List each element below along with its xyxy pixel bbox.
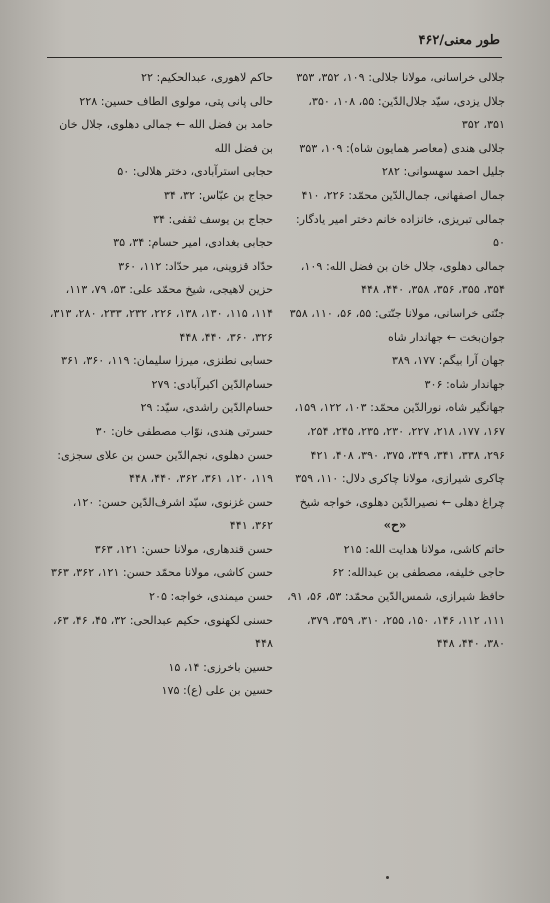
index-entry: حسین بن علی (ع): ۱۷۵ <box>161 684 273 698</box>
index-entry: حسرتی هندی، نوّاب مصطفی خان: ۳۰ <box>95 424 273 438</box>
index-column-left <box>48 66 273 703</box>
index-entry: حامد بن فضل الله ← جمالی دهلوی، جلال خان بن فضل الله <box>59 118 273 155</box>
index-entry: حافظ شیرازی، شمس‌الدّین محمّد: ۵۳، ۵۶، ۹۱، ۱۱۱، ۱۱۲، ۱۴۶، ۱۵۰، ۲۵۵، ۳۱۰، ۳۵۹، ۳۷۹، ۳۸۰، ۴۴۰، ۴۴۸ <box>287 590 505 651</box>
index-entry: حسام‌الدّین اکبرآبادی: ۲۷۹ <box>151 377 273 391</box>
index-entry: حسنی لکهنوی، حکیم عبدالحی: ۳۲، ۴۵، ۴۶، ۶۳، ۴۴۸ <box>52 613 273 651</box>
index-entry: حجابی بغدادی، امیر حسام: ۳۴، ۳۵ <box>113 236 273 250</box>
index-entry: حسام‌الدّین راشدی، سیّد: ۲۹ <box>140 401 273 415</box>
header-rule <box>47 57 502 58</box>
index-entry: حسابی نطنزی، میرزا سلیمان: ۱۱۹، ۳۶۰، ۳۶۱ <box>61 354 273 368</box>
index-entry: حزین لاهیجی، شیخ محمّد علی: ۵۳، ۷۹، ۱۱۳، ۱۱۴، ۱۱۵، ۱۳۰، ۱۳۸، ۲۲۶، ۲۳۲، ۲۳۳، ۲۸۰، ۳۱۳، ۳۲۶، ۳۶۰، ۴۴۰، ۴۴۸ <box>49 283 273 344</box>
index-entry: جلیل احمد سهسوانی: ۲۸۲ <box>381 165 505 179</box>
index-entry: حجاج بن یوسف ثقفی: ۳۴ <box>152 212 273 226</box>
index-entry: حالی پانی پتی، مولوی الطاف حسین: ۲۲۸ <box>79 94 273 108</box>
index-entry: حدّاد قزوینی، میر حدّاد: ۱۱۲، ۳۶۰ <box>118 259 273 273</box>
paper-speck <box>386 876 389 879</box>
index-entry: چراغ دهلی ← نصیرالدّین دهلوی، خواجه شیخ <box>299 495 505 509</box>
index-entry: چاکری شیرازی، مولانا چاکری دلال: ۱۱۰، ۳۵۹ <box>295 472 505 486</box>
index-entry: جمالی تبریزی، خانزاده خانم دختر امیر یادگار: ۵۰ <box>295 212 505 250</box>
index-entry: جهان آرا بیگم: ۱۷۷، ۳۸۹ <box>391 354 505 368</box>
index-entry: حسن غزنوی، سیّد اشرف‌الدّین حسن: ۱۲۰، ۳۶۲، ۴۴۱ <box>72 495 273 533</box>
section-letter-heading: «ح» <box>383 518 407 533</box>
index-entry: جنّتی خراسانی، مولانا جنّتی: ۵۵، ۵۶، ۱۱۰، ۳۵۸ <box>289 306 505 320</box>
index-entry: حاتم کاشی، مولانا هدایت الله: ۲۱۵ <box>343 542 505 556</box>
index-entry: حسین باخرزی: ۱۴، ۱۵ <box>168 660 273 674</box>
index-entry: حسن دهلوی، نجم‌الدّین حسن بن علای سجزی: ۱۱۹، ۱۲۰، ۳۶۱، ۳۶۲، ۴۴۰، ۴۴۸ <box>57 448 273 486</box>
index-entry: جهاندار شاه: ۳۰۶ <box>424 377 505 391</box>
index-entry: حجاج بن عبّاس: ۳۲، ۳۴ <box>163 188 273 202</box>
index-entry: حاکم لاهوری، عبدالحکیم: ۲۲ <box>140 71 273 84</box>
index-entry: جهانگیر شاه، نورالدّین محمّد: ۱۰۳، ۱۲۲، ۱۵۹، ۱۶۷، ۱۷۷، ۲۱۸، ۲۲۷، ۲۳۰، ۲۳۵، ۲۴۵، ۲۵۴، ۲۹۶، ۳۳۸، ۳۴۱، ۳۴۹، ۳۷۵، ۳۹۰، ۴۰۸، ۴۲۱ <box>294 401 505 462</box>
index-entry: جمالی دهلوی، جلال خان بن فضل الله: ۱۰۹، ۳۵۴، ۳۵۵، ۳۵۶، ۳۵۸، ۴۴۰، ۴۴۸ <box>300 259 505 297</box>
running-header: طور معنی/۴۶۲ <box>418 33 500 48</box>
index-entry: جلال یزدی، سیّد جلال‌الدّین: ۵۵، ۱۰۸، ۳۵۰، ۳۵۱، ۳۵۲ <box>308 94 505 132</box>
index-column-right <box>285 66 505 656</box>
index-entry: حاجی خلیفه، مصطفی بن عبدالله: ۶۲ <box>331 566 505 580</box>
index-entry: جلالی هندی (معاصر همایون شاه): ۱۰۹، ۳۵۳ <box>299 141 505 155</box>
index-entry: حسن کاشی، مولانا محمّد حسن: ۱۲۱، ۳۶۲، ۳۶۳ <box>50 566 273 580</box>
index-entry: جوان‌بخت ← جهاندار شاه <box>387 330 505 344</box>
index-entry: جلالی خراسانی، مولانا جلالی: ۱۰۹، ۳۵۲، ۳۵۳ <box>296 71 505 84</box>
index-entry: حسن قندهاری، مولانا حسن: ۱۲۱، ۳۶۳ <box>94 542 273 556</box>
index-entry: حجابی استرآبادی، دختر هلالی: ۵۰ <box>117 165 273 179</box>
index-entry: حسن میمندی، خواجه: ۲۰۵ <box>148 590 273 604</box>
index-entry: جمال اصفهانی، جمال‌الدّین محمّد: ۲۲۶، ۴۱۰ <box>301 188 505 202</box>
